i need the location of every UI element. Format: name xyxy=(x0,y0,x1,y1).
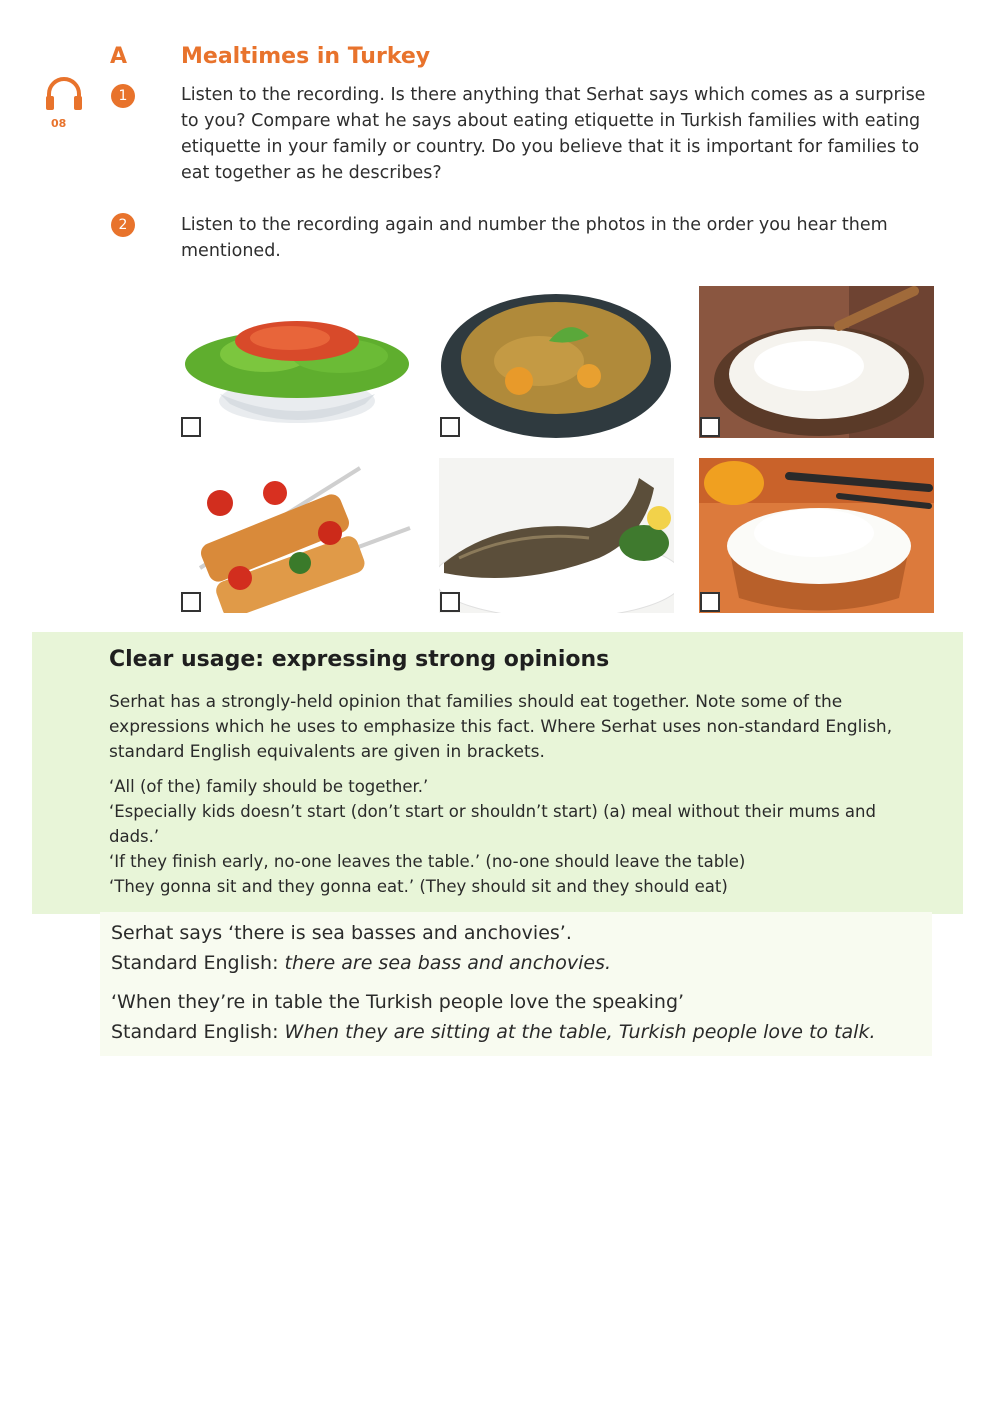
headphones-icon[interactable] xyxy=(44,76,84,112)
standard-label: Standard English: xyxy=(111,1021,285,1043)
lentil-soup-photo xyxy=(439,286,674,438)
standard-text: When they are sitting at the table, Turkish people love to talk. xyxy=(284,1021,876,1043)
standard-text: there are sea bass and anchovies. xyxy=(284,952,611,974)
task-2-number: 2 xyxy=(111,213,135,237)
quote-4: ‘They gonna sit and they gonna eat.’ (They should sit and they should eat) xyxy=(109,877,728,896)
clear-usage-title: Clear usage: expressing strong opinions xyxy=(109,647,610,672)
kebab-skewers-photo xyxy=(180,458,415,613)
section-title: Mealtimes in Turkey xyxy=(181,44,431,69)
quote-1: ‘All (of the) family should be together.’ xyxy=(109,777,429,796)
photo-3-checkbox[interactable] xyxy=(700,417,720,437)
salad-photo xyxy=(180,286,415,438)
clear-usage-intro: Serhat has a strongly-held opinion that families should eat together. Note some of the expressions which he uses to emphasize this fact. Where Serhat uses non-standard English, standard English equivalents are given in brackets. xyxy=(109,692,893,762)
task-1-number: 1 xyxy=(111,84,135,108)
example-1-said: Serhat says ‘there is sea basses and anchovies’. xyxy=(111,922,572,944)
track-number: 08 xyxy=(51,117,67,130)
quote-3: ‘If they finish early, no-one leaves the table.’ (no-one should leave the table) xyxy=(109,852,746,871)
example-1-standard xyxy=(111,948,931,978)
section-letter: A xyxy=(110,44,128,69)
photo-6-checkbox[interactable] xyxy=(700,592,720,612)
quote-2: ‘Especially kids doesn’t start (don’t start or shouldn’t start) (a) meal without their mums and dads.’ xyxy=(109,802,876,846)
yogurt-photo xyxy=(699,286,934,438)
photo-2-checkbox[interactable] xyxy=(440,417,460,437)
task-1-text: Listen to the recording. Is there anything that Serhat says which comes as a surprise to you? Compare what he says about eating etiquette in Turkish families with eating etiquette in your family or country. Do you believe that it is important for families to eat together as he describes? xyxy=(181,85,926,183)
photo-5-checkbox[interactable] xyxy=(440,592,460,612)
photo-4-checkbox[interactable] xyxy=(181,592,201,612)
task-2-text: Listen to the recording again and number the photos in the order you hear them mentioned. xyxy=(181,215,888,261)
fish-photo xyxy=(439,458,674,613)
standard-label: Standard English: xyxy=(111,952,285,974)
rice-photo xyxy=(699,458,934,613)
photo-1-checkbox[interactable] xyxy=(181,417,201,437)
example-2-said: ‘When they’re in table the Turkish people love the speaking’ xyxy=(111,991,685,1013)
example-2-standard xyxy=(111,1017,931,1047)
